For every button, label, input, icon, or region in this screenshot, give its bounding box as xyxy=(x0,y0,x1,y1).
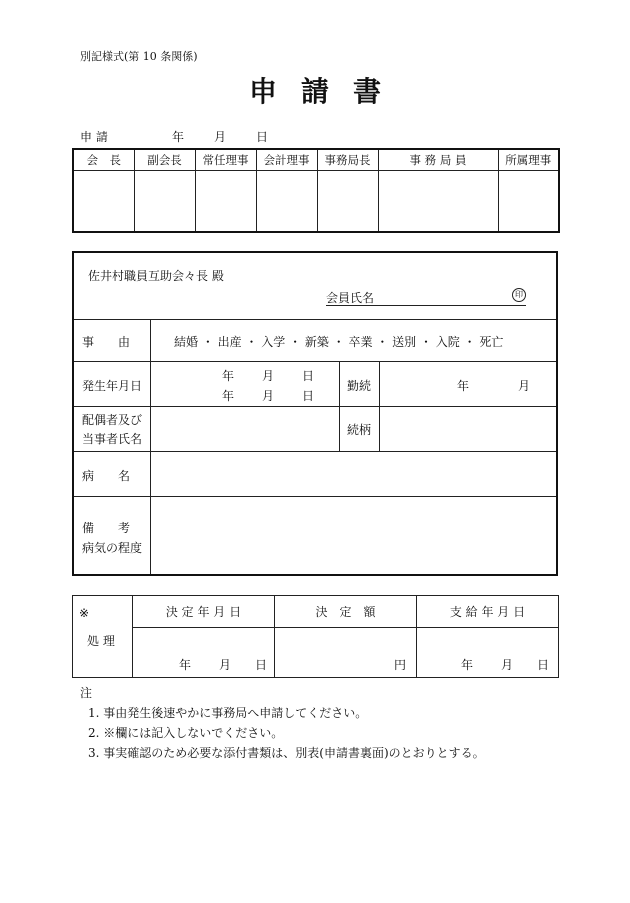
payment-date-header: 支 給 年 月 日 xyxy=(417,596,559,628)
decision-date-header: 決 定 年 月 日 xyxy=(133,596,275,628)
service-month: 月 xyxy=(518,379,531,393)
spouse-label-line2: 当事者氏名 xyxy=(82,432,143,446)
notes-heading: 注 xyxy=(80,686,93,700)
processing-mark: ※ xyxy=(79,606,90,620)
service-year: 年 xyxy=(457,379,470,393)
occurrence-date-label: 発生年月日 xyxy=(82,379,143,393)
decision-day-label: 日 xyxy=(255,658,268,672)
note-item-1: 1. 事由発生後速やかに事務局へ申請してください。 xyxy=(88,706,368,720)
approval-header-office-chief: 事務局長 xyxy=(317,149,378,171)
member-name-label: 会員氏名 xyxy=(326,291,375,305)
approval-header-dept-director: 所属理事 xyxy=(498,149,559,171)
notes-section xyxy=(80,683,485,763)
approval-header-standing-director: 常任理事 xyxy=(195,149,256,171)
payment-month-label: 月 xyxy=(501,658,514,672)
page-title: 申請書 xyxy=(248,75,405,108)
application-form-box xyxy=(72,251,558,576)
reason-label: 事 由 xyxy=(82,335,131,349)
reason-options[interactable]: 結婚 ・ 出産 ・ 入学 ・ 新築 ・ 卒業 ・ 送別 ・ 入院 ・ 死亡 xyxy=(174,335,504,349)
application-month-label: 月 xyxy=(214,130,227,144)
processing-label: 処 理 xyxy=(87,634,115,648)
application-date-label: 申 請 xyxy=(80,130,108,144)
approval-header-vice-chair: 副会長 xyxy=(134,149,195,171)
illness-label: 病 名 xyxy=(82,469,131,483)
remarks-label-line2: 病気の程度 xyxy=(82,541,143,555)
approval-header-accounting-director: 会計理事 xyxy=(256,149,317,171)
stamp-cell-vice-chair[interactable] xyxy=(134,171,195,233)
stamp-cell-accounting-director[interactable] xyxy=(256,171,317,233)
payment-date-cell[interactable] xyxy=(417,628,559,678)
application-year-label: 年 xyxy=(172,130,185,144)
form-label: 別記様式(第 10 条関係) xyxy=(80,50,198,63)
relation-label: 続柄 xyxy=(347,423,372,437)
stamp-cell-office-staff[interactable] xyxy=(378,171,498,233)
addressee: 佐井村職員互助会々長 殿 xyxy=(88,269,224,283)
spouse-label-line1: 配偶者及び xyxy=(82,413,143,427)
stamp-cell-chair[interactable] xyxy=(73,171,134,233)
processing-table xyxy=(72,595,559,678)
payment-day-label: 日 xyxy=(537,658,550,672)
stamp-cell-office-chief[interactable] xyxy=(317,171,378,233)
occurrence-year-1: 年 xyxy=(222,369,235,383)
approval-header-office-staff: 事 務 局 員 xyxy=(378,149,498,171)
occurrence-month-1: 月 xyxy=(262,369,275,383)
note-item-2: 2. ※欄には記入しないでください。 xyxy=(88,726,284,740)
application-day-label: 日 xyxy=(256,130,269,144)
occurrence-day-1: 日 xyxy=(302,369,315,383)
decision-date-cell[interactable] xyxy=(133,628,275,678)
approval-stamp-table xyxy=(72,148,560,233)
currency-label: 円 xyxy=(393,658,406,672)
seal-mark-icon: 印 xyxy=(512,288,526,302)
processing-label-cell xyxy=(73,596,133,678)
stamp-cell-standing-director[interactable] xyxy=(195,171,256,233)
remarks-label-line1: 備 考 xyxy=(82,521,131,535)
decision-month-label: 月 xyxy=(219,658,232,672)
occurrence-year-2: 年 xyxy=(222,389,235,403)
decision-year-label: 年 xyxy=(179,658,192,672)
payment-year-label: 年 xyxy=(461,658,474,672)
decision-amount-cell[interactable] xyxy=(275,628,417,678)
note-item-3: 3. 事実確認のため必要な添付書類は、別表(申請書裏面)のとおりとする。 xyxy=(88,746,485,760)
occurrence-day-2: 日 xyxy=(302,389,315,403)
approval-header-chair: 会 長 xyxy=(73,149,134,171)
occurrence-month-2: 月 xyxy=(262,389,275,403)
decision-amount-header: 決 定 額 xyxy=(275,596,417,628)
service-label: 勤続 xyxy=(347,379,372,393)
stamp-cell-dept-director[interactable] xyxy=(498,171,559,233)
member-name-field[interactable] xyxy=(326,289,526,306)
